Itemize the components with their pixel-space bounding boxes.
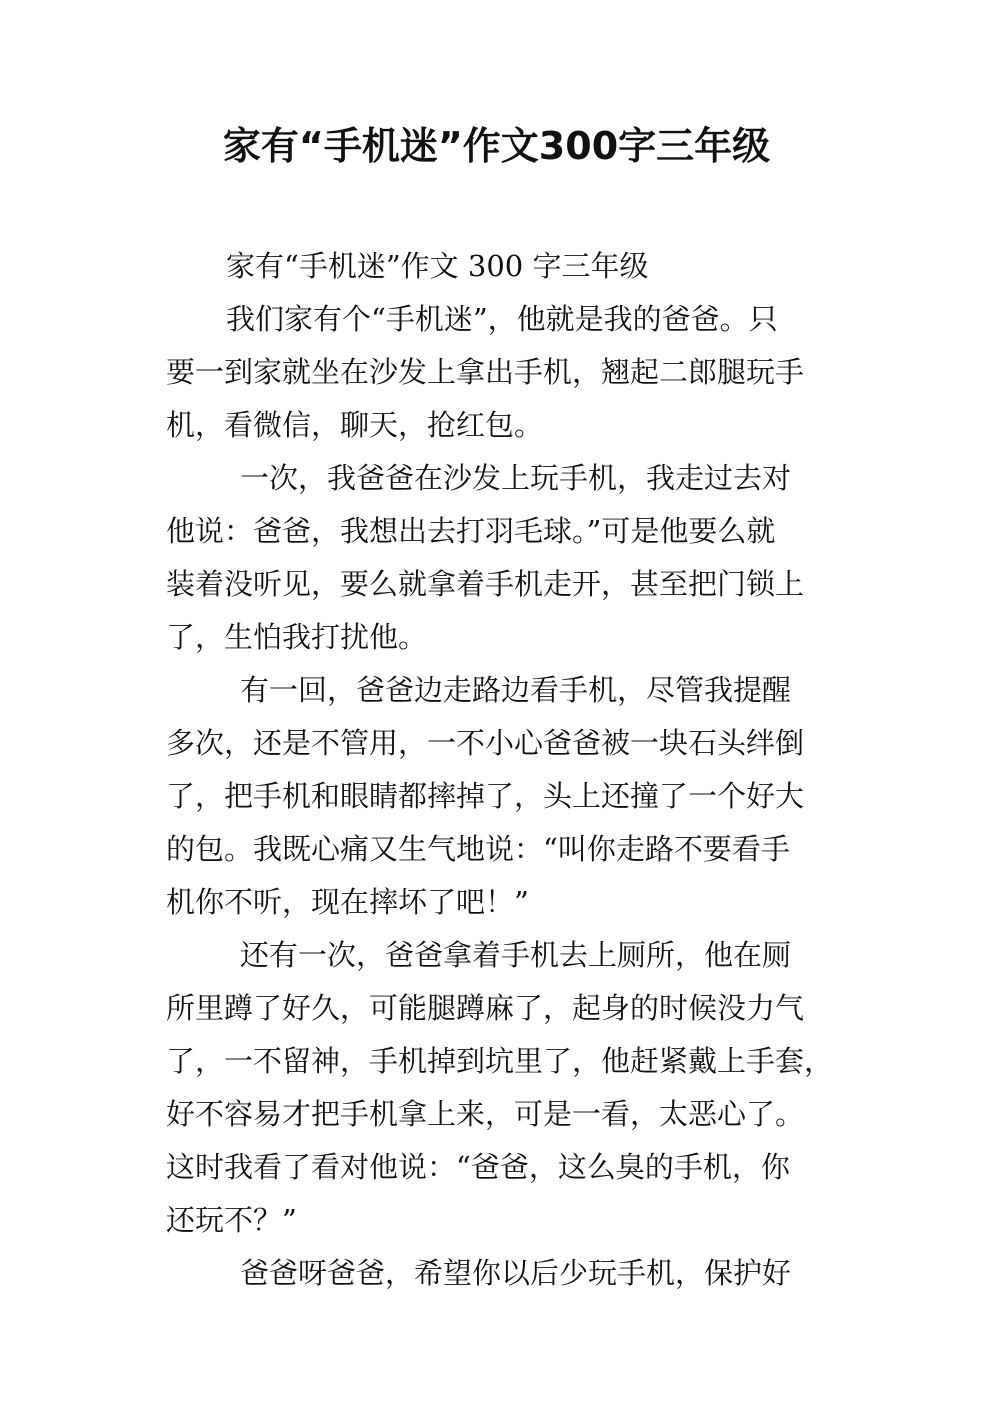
- paragraph-2: [166, 452, 836, 664]
- document-body: [166, 240, 836, 1300]
- paragraph-line: 多次，还是不管用，一不小心爸爸被一块石头绊倒: [166, 726, 805, 760]
- paragraph-line: 了，把手机和眼睛都摔掉了，头上还撞了一个好大: [166, 779, 805, 813]
- subtitle-line: 家有“手机迷”作文 300 字三年级: [226, 249, 649, 283]
- paragraph-line: 还玩不？”: [166, 1203, 297, 1237]
- paragraph-4: [166, 929, 836, 1247]
- paragraph-line: 所里蹲了好久，可能腿蹲麻了，起身的时候没力气: [166, 991, 805, 1025]
- paragraph-line: 爸爸呀爸爸，希望你以后少玩手机，保护好: [240, 1256, 792, 1290]
- paragraph-line: 了，生怕我打扰他。: [166, 620, 428, 654]
- paragraph-line: 我们家有个“手机迷”，他就是我的爸爸。只: [226, 302, 778, 336]
- paragraph-line: 他说：爸爸，我想出去打羽毛球。”可是他要么就: [166, 514, 776, 548]
- paragraph-line: 还有一次，爸爸拿着手机去上厕所，他在厕: [240, 938, 792, 972]
- paragraph-line: 机你不听，现在摔坏了吧！”: [166, 885, 529, 919]
- document-subtitle: [166, 240, 836, 293]
- paragraph-line: 机，看微信，聊天，抢红包。: [166, 408, 544, 442]
- paragraph-line: 有一回，爸爸边走路边看手机，尽管我提醒: [240, 673, 792, 707]
- paragraph-line: 了，一不留神，手机掉到坑里了，他赶紧戴上手套，: [166, 1044, 834, 1078]
- paragraph-5: [166, 1247, 836, 1300]
- document-title: 家有“手机迷”作文300字三年级: [222, 124, 771, 168]
- paragraph-line: 一次，我爸爸在沙发上玩手机，我走过去对: [240, 461, 792, 495]
- paragraph-line: 的包。我既心痛又生气地说：“叫你走路不要看手: [166, 832, 790, 866]
- paragraph-line: 这时我看了看对他说：“爸爸，这么臭的手机，你: [166, 1150, 790, 1184]
- paragraph-line: 装着没听见，要么就拿着手机走开，甚至把门锁上: [166, 567, 805, 601]
- paragraph-3: [166, 664, 836, 929]
- paragraph-line: 要一到家就坐在沙发上拿出手机，翘起二郎腿玩手: [166, 355, 805, 389]
- paragraph-line: 好不容易才把手机拿上来，可是一看，太恶心了。: [166, 1097, 805, 1131]
- paragraph-1: [166, 293, 836, 452]
